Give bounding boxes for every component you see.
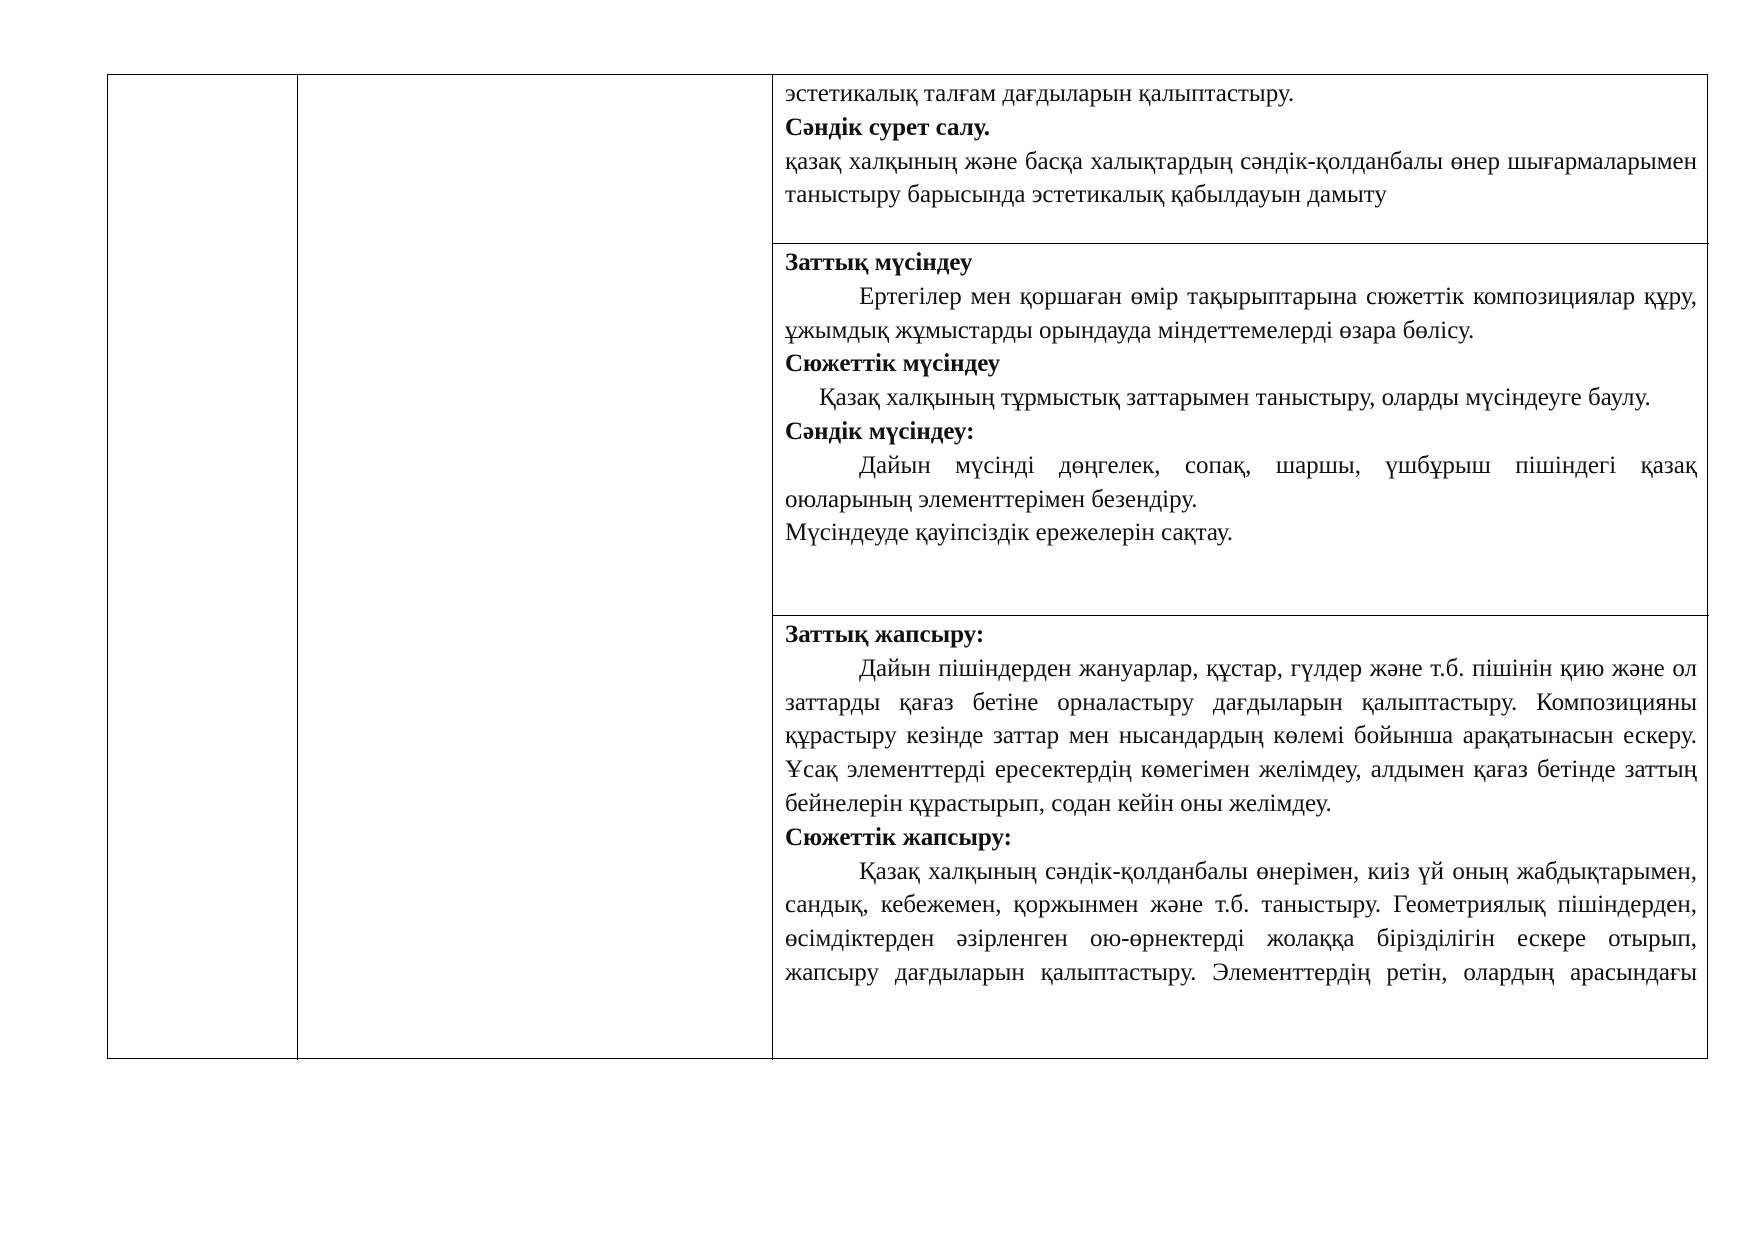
heading-plot-applique: Сюжеттік жапсыру:	[785, 823, 1012, 851]
table-column-2-empty	[298, 75, 773, 1060]
table-cell-decorative-drawing	[773, 75, 1709, 244]
paragraph-safety-rules: Мүсіндеуде қауіпсіздік ережелерін сақтау.	[785, 519, 1233, 547]
paragraph-plot-applique: Қазақ халқының сәндік-қолданбалы өнерімен, киіз үй оның жабдықтарымен, сандық, кебежемен, қоржынмен және т.б. таныстыру. Геометриялық пішіндерден, өсімдіктерден әзірленген ою-өрнектерді жолаққа біріздiлiгiн ескере отырып, жапсыру дағдыларын қалыптастыру. Элементтердің ретін, олардың арасындағы	[785, 857, 1697, 986]
continuation-line: эстетикалық талғам дағдыларын қалыптастыру.	[785, 80, 1295, 107]
paragraph-plot-modeling: Қазақ халқының тұрмыстық заттарымен таныстыру, оларды мүсіндеуге баулу.	[819, 384, 1651, 412]
heading-decorative-drawing: Сәндік сурет салу.	[785, 113, 990, 141]
table-cell-modeling	[773, 244, 1709, 616]
paragraph-object-applique: Дайын пішіндерден жануарлар, құстар, гүлдер және т.б. пішінін қию және ол заттарды қағаз бетіне орналастыру дағдыларын қалыптастыру. Композицияны құрастыру кезінде заттар мен нысандардың көлемі бойынша арақатынасын ескеру. Ұсақ элементтерді ересектердің көмегімен желімдеу, алдымен қағаз бетінде заттың бейнелерін құрастырып, содан кейін оны желімдеу.	[785, 654, 1697, 817]
curriculum-table	[107, 74, 1708, 1059]
heading-decorative-modeling: Сәндік мүсіндеу:	[785, 417, 975, 445]
heading-plot-modeling: Сюжеттік мүсіндеу	[785, 350, 1001, 378]
table-column-1-empty	[108, 75, 298, 1060]
paragraph-decorative-drawing: қазақ халқының және басқа халықтардың сәндік-қолданбалы өнер шығармаларымен таныстыру барысында эстетикалық қабылдауын дамыту	[785, 147, 1697, 209]
paragraph-decorative-modeling: Дайын мүсінді дөңгелек, сопақ, шаршы, үшбұрыш пішіндегі қазақ оюларының элементтерімен безендіру.	[785, 451, 1697, 513]
heading-object-applique: Заттық жапсыру:	[785, 621, 985, 648]
paragraph-object-modeling: Ертегілер мен қоршаған өмір тақырыптарына сюжеттік композициялар құру, ұжымдық жұмыстарды орындауда міндеттемелерді өзара бөлісу.	[785, 282, 1697, 344]
heading-object-modeling: Заттық мүсіндеу	[785, 249, 973, 276]
table-cell-applique	[773, 616, 1709, 1060]
